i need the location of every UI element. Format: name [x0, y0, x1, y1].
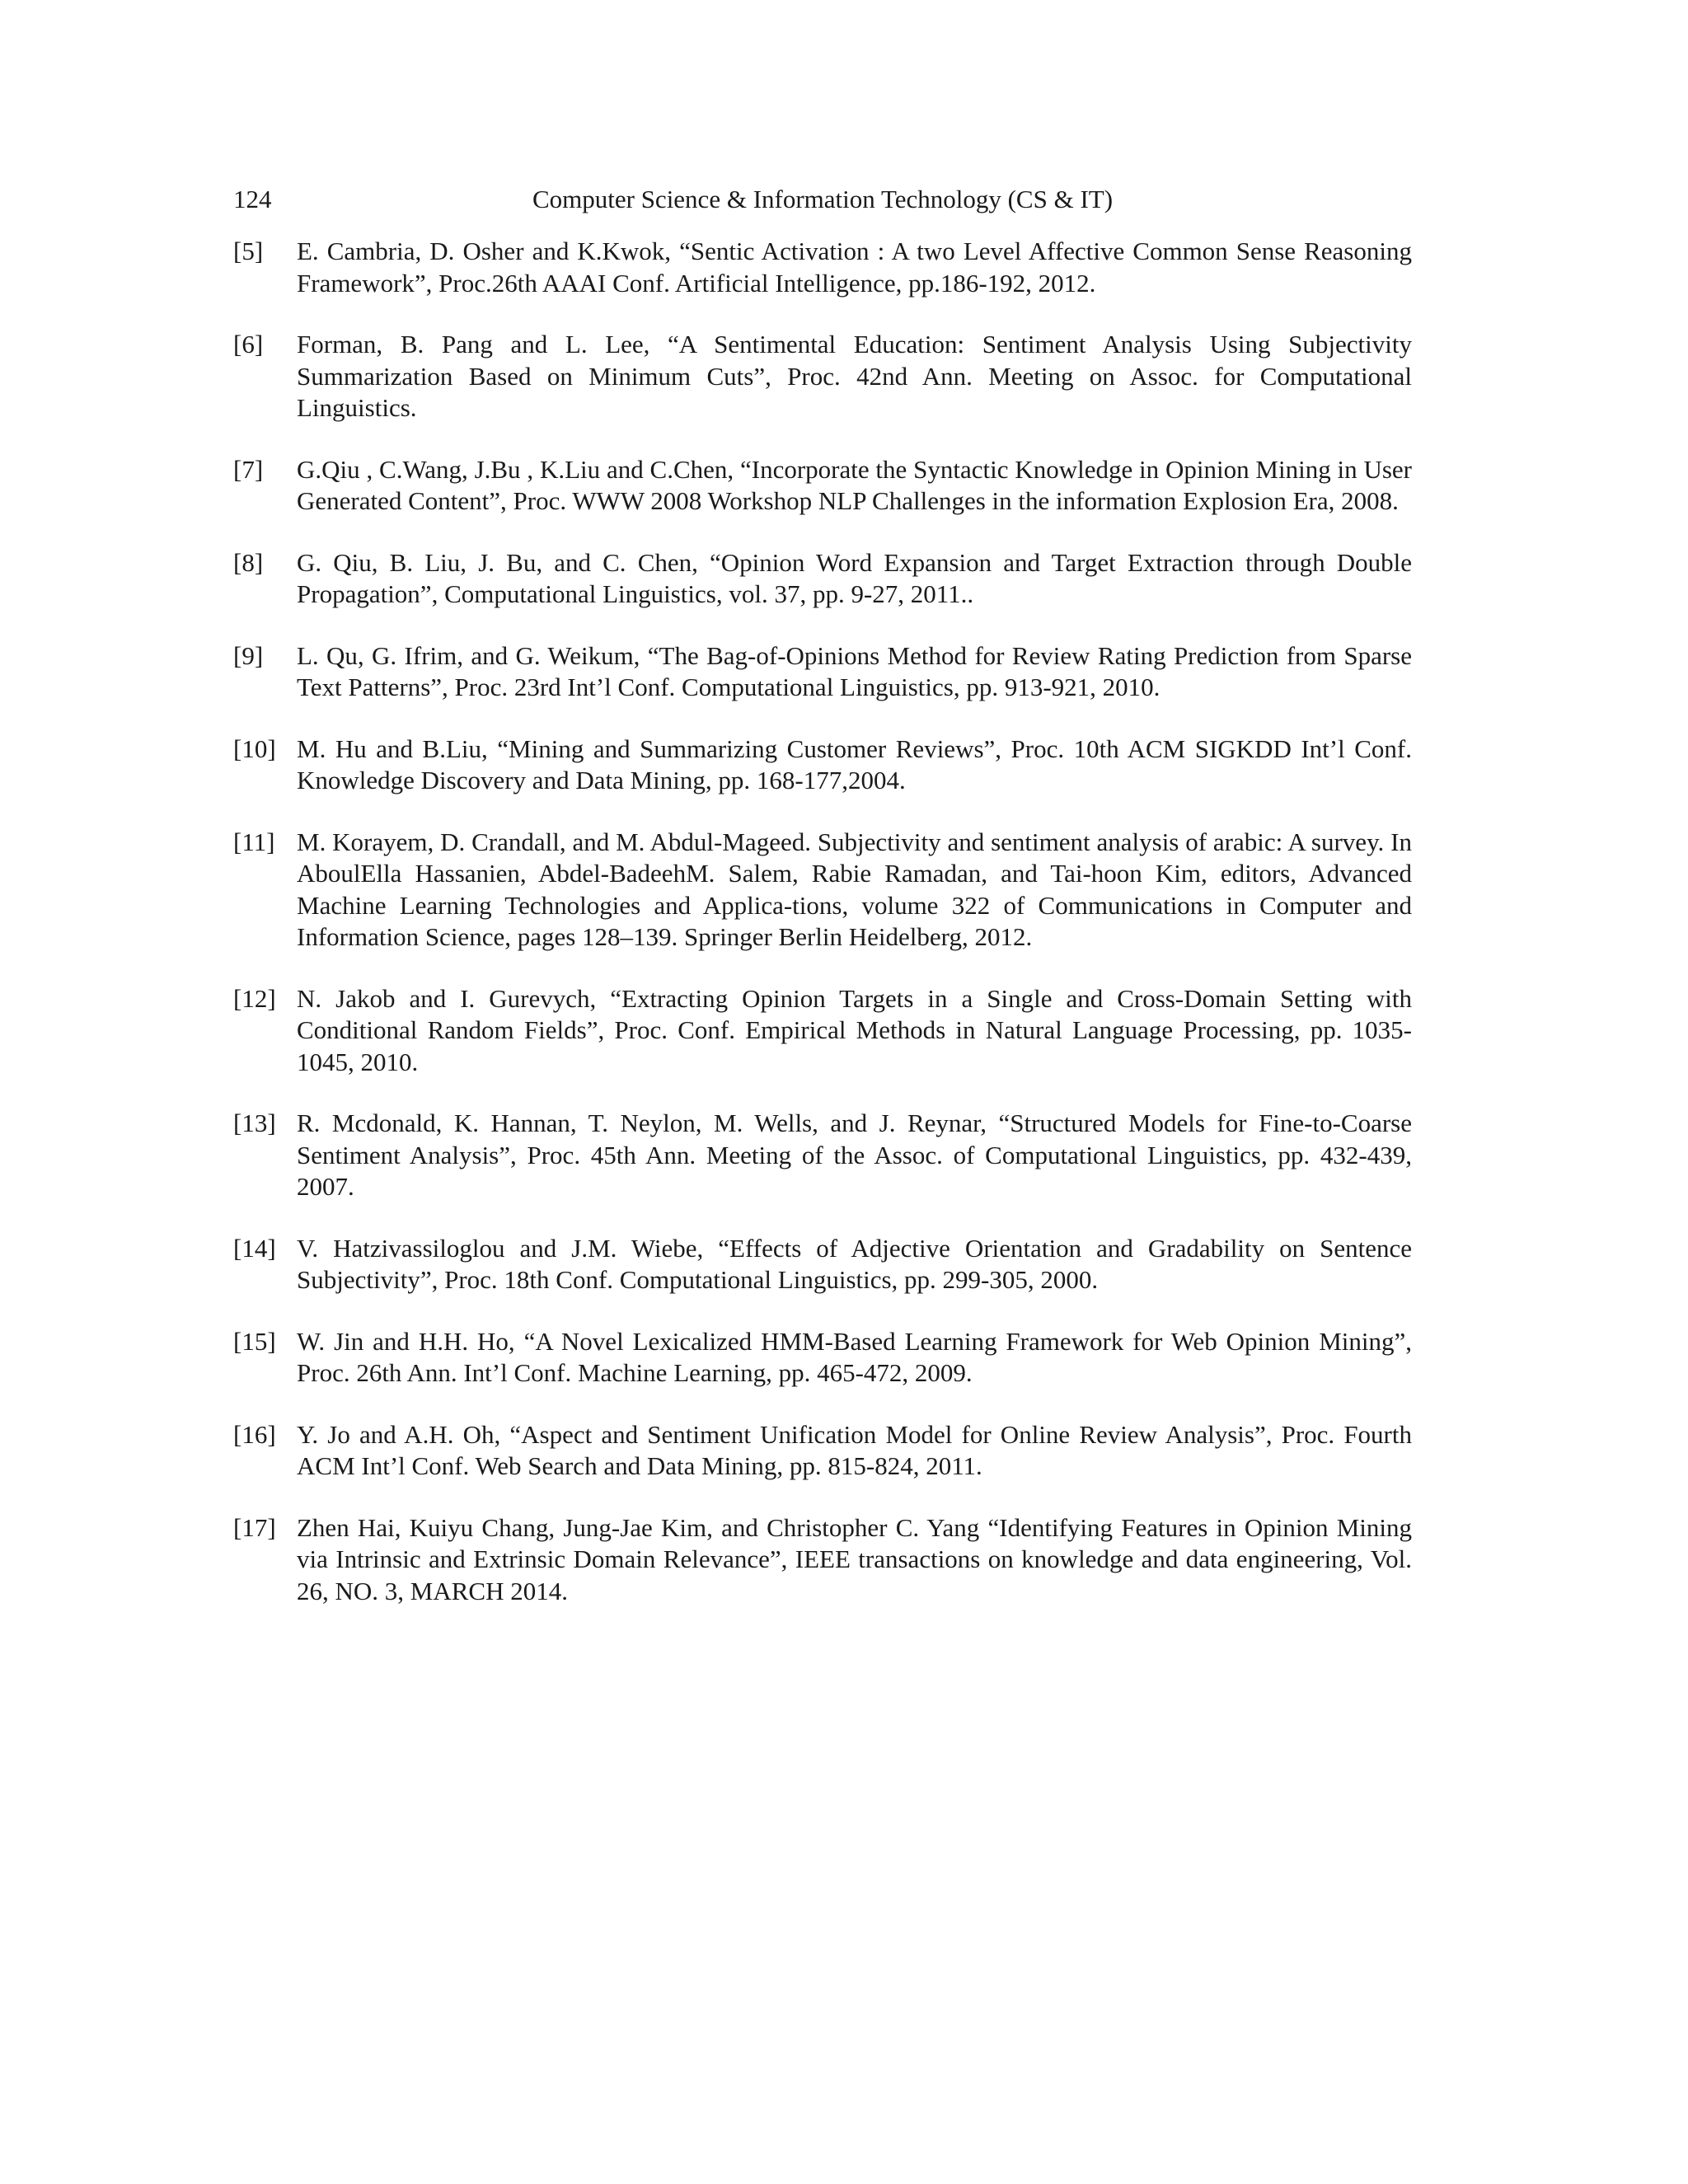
- reference-number: [10]: [233, 733, 276, 763]
- reference-number: [11]: [233, 827, 275, 856]
- reference-text: Y. Jo and A.H. Oh, “Aspect and Sentiment Unification Model for Online Review Analysis”, Proc. Fourth ACM Int’l Conf. Web Search and Data Mining, pp. 815-824, 2011.: [297, 1419, 1412, 1480]
- reference-entry-16: [233, 1419, 1412, 1483]
- reference-number: [17]: [233, 1512, 276, 1542]
- reference-number: [5]: [233, 237, 264, 265]
- reference-text: M. Hu and B.Liu, “Mining and Summarizing Customer Reviews”, Proc. 10th ACM SIGKDD Int’l Conf. Knowledge Discovery and Data Mining, pp. 168-177,2004.: [297, 733, 1412, 794]
- reference-number: [7]: [233, 454, 264, 484]
- reference-entry-13: [233, 1108, 1412, 1203]
- reference-entry-5: [233, 236, 1412, 299]
- reference-text: V. Hatzivassiloglou and J.M. Wiebe, “Effects of Adjective Orientation and Gradability on Sentence Subjectivity”, Proc. 18th Conf. Computational Linguistics, pp. 299-305, 2000.: [297, 1233, 1412, 1294]
- reference-text: R. Mcdonald, K. Hannan, T. Neylon, M. Wells, and J. Reynar, “Structured Models for Fine-to-Coarse Sentiment Analysis”, Proc. 45th Ann. Meeting of the Assoc. of Computational Linguistics, pp. 432-439, 2007.: [297, 1108, 1412, 1201]
- reference-text: G. Qiu, B. Liu, J. Bu, and C. Chen, “Opinion Word Expansion and Target Extraction through Double Propagation”, Computational Linguistics, vol. 37, pp. 9-27, 2011..: [297, 547, 1412, 608]
- reference-number: [8]: [233, 547, 264, 577]
- reference-number: [15]: [233, 1326, 276, 1356]
- journal-title: Computer Science & Information Technology (CS & IT): [532, 185, 1114, 213]
- reference-text: Forman, B. Pang and L. Lee, “A Sentimental Education: Sentiment Analysis Using Subjectivity Summarization Based on Minimum Cuts”, Proc. 42nd Ann. Meeting on Assoc. for Computational Linguistics.: [297, 330, 1412, 422]
- reference-entry-9: [233, 640, 1412, 704]
- reference-text: N. Jakob and I. Gurevych, “Extracting Opinion Targets in a Single and Cross-Domain Setting with Conditional Random Fields”, Proc. Conf. Empirical Methods in Natural Language Processing, pp. 1035-1045, 2010.: [297, 983, 1412, 1076]
- reference-list: [233, 236, 1412, 1637]
- reference-entry-17: [233, 1512, 1412, 1608]
- reference-entry-6: [233, 329, 1412, 424]
- reference-number: [16]: [233, 1419, 276, 1449]
- reference-text: M. Korayem, D. Crandall, and M. Abdul-Mageed. Subjectivity and sentiment analysis of arabic: A survey. In AboulElla Hassanien, Abdel-BadeehM. Salem, Rabie Ramadan, and Tai-hoon Kim, editors, Advanced Machine Learning Technologies and Applica-tions, volume 322 of Communications in Computer and Information Science, pages 128–139. Springer Berlin Heidelberg, 2012.: [297, 827, 1412, 951]
- reference-number: [9]: [233, 640, 264, 670]
- page-number: 124: [233, 185, 272, 213]
- reference-text: E. Cambria, D. Osher and K.Kwok, “Sentic Activation : A two Level Affective Common Sense Reasoning Framework”, Proc.26th AAAI Conf. Artificial Intelligence, pp.186-192, 2012.: [297, 237, 1412, 298]
- reference-entry-8: [233, 547, 1412, 611]
- reference-number: [13]: [233, 1108, 276, 1137]
- reference-number: [6]: [233, 330, 264, 359]
- reference-number: [14]: [233, 1233, 276, 1263]
- reference-text: G.Qiu , C.Wang, J.Bu , K.Liu and C.Chen, “Incorporate the Syntactic Knowledge in Opinion Mining in User Generated Content”, Proc. WWW 2008 Workshop NLP Challenges in the information Explosion Era, 2008.: [297, 454, 1412, 515]
- reference-entry-14: [233, 1233, 1412, 1296]
- reference-entry-11: [233, 827, 1412, 954]
- reference-entry-7: [233, 454, 1412, 518]
- running-header: [233, 183, 1412, 216]
- reference-entry-10: [233, 733, 1412, 797]
- reference-entry-12: [233, 983, 1412, 1079]
- reference-text: Zhen Hai, Kuiyu Chang, Jung-Jae Kim, and Christopher C. Yang “Identifying Features in Opinion Mining via Intrinsic and Extrinsic Domain Relevance”, IEEE transactions on knowledge and data engineering, Vol. 26, NO. 3, MARCH 2014.: [297, 1512, 1412, 1605]
- reference-text: L. Qu, G. Ifrim, and G. Weikum, “The Bag-of-Opinions Method for Review Rating Prediction from Sparse Text Patterns”, Proc. 23rd Int’l Conf. Computational Linguistics, pp. 913-921, 2010.: [297, 640, 1412, 701]
- reference-entry-15: [233, 1326, 1412, 1390]
- reference-number: [12]: [233, 983, 276, 1013]
- reference-text: W. Jin and H.H. Ho, “A Novel Lexicalized HMM-Based Learning Framework for Web Opinion Mining”, Proc. 26th Ann. Int’l Conf. Machine Learning, pp. 465-472, 2009.: [297, 1326, 1412, 1387]
